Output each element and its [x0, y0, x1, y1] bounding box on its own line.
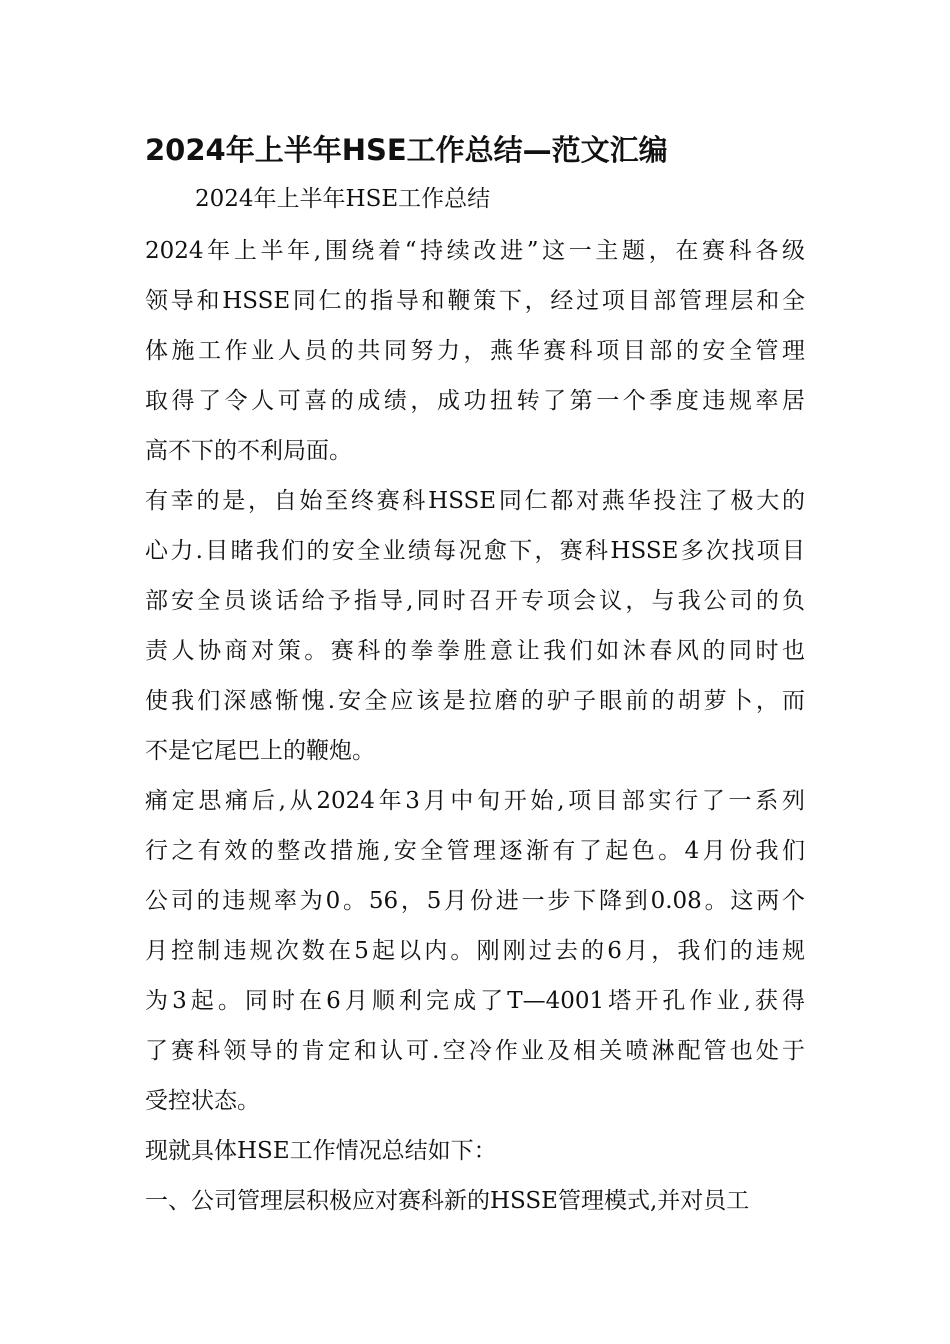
- paragraph-line: 部安全员谈话给予指导,同时召开专项会议，与我公司的负: [145, 588, 805, 614]
- document-subtitle: 2024年上半年HSE工作总结: [195, 186, 491, 212]
- paragraph: [145, 226, 805, 476]
- paragraph: [145, 776, 805, 1126]
- paragraph-line: 使我们深感惭愧.安全应该是拉磨的驴子眼前的胡萝卜，而: [145, 688, 805, 714]
- paragraph-line: 痛定思痛后,从2024年3月中旬开始,项目部实行了一系列: [145, 788, 805, 814]
- paragraph-line: 有幸的是，自始至终赛科HSSE同仁都对燕华投注了极大的: [145, 488, 805, 514]
- paragraph-line: 体施工作业人员的共同努力，燕华赛科项目部的安全管理: [145, 338, 805, 364]
- paragraph-line: 公司的违规率为0。56，5月份进一步下降到0.08。这两个: [145, 888, 805, 914]
- paragraph-line: 心力.目睹我们的安全业绩每况愈下，赛科HSSE多次找项目: [145, 538, 805, 564]
- document-body: [145, 128, 805, 1226]
- paragraph: [145, 1176, 805, 1226]
- paragraph-line: 责人协商对策。赛科的拳拳胜意让我们如沐春风的同时也: [145, 638, 805, 664]
- paragraph-line: 取得了令人可喜的成绩，成功扭转了第一个季度违规率居: [145, 388, 805, 414]
- paragraph-line: 一、公司管理层积极应对赛科新的HSSE管理模式,并对员工: [145, 1188, 750, 1214]
- document-title: 2024年上半年HSE工作总结—范文汇编: [145, 133, 668, 167]
- paragraph-line: 月控制违规次数在5起以内。刚刚过去的6月，我们的违规: [145, 938, 805, 964]
- paragraph-line: 受控状态。: [145, 1088, 260, 1114]
- paragraph-line: 领导和HSSE同仁的指导和鞭策下，经过项目部管理层和全: [145, 288, 805, 314]
- paragraph: [145, 476, 805, 776]
- paragraph: [145, 1126, 805, 1176]
- paragraph-line: 行之有效的整改措施,安全管理逐渐有了起色。4月份我们: [145, 838, 805, 864]
- paragraph-list: [145, 226, 805, 1226]
- paragraph-line: 高不下的不利局面。: [145, 438, 352, 464]
- paragraph-line: 为3起。同时在6月顺利完成了T—4001塔开孔作业,获得: [145, 988, 805, 1014]
- paragraph-line: 不是它尾巴上的鞭炮。: [145, 738, 375, 764]
- paragraph-line: 现就具体HSE工作情况总结如下：: [145, 1138, 497, 1164]
- paragraph-line: 2024年上半年,围绕着“持续改进”这一主题，在赛科各级: [145, 238, 805, 264]
- paragraph-line: 了赛科领导的肯定和认可.空冷作业及相关喷淋配管也处于: [145, 1038, 805, 1064]
